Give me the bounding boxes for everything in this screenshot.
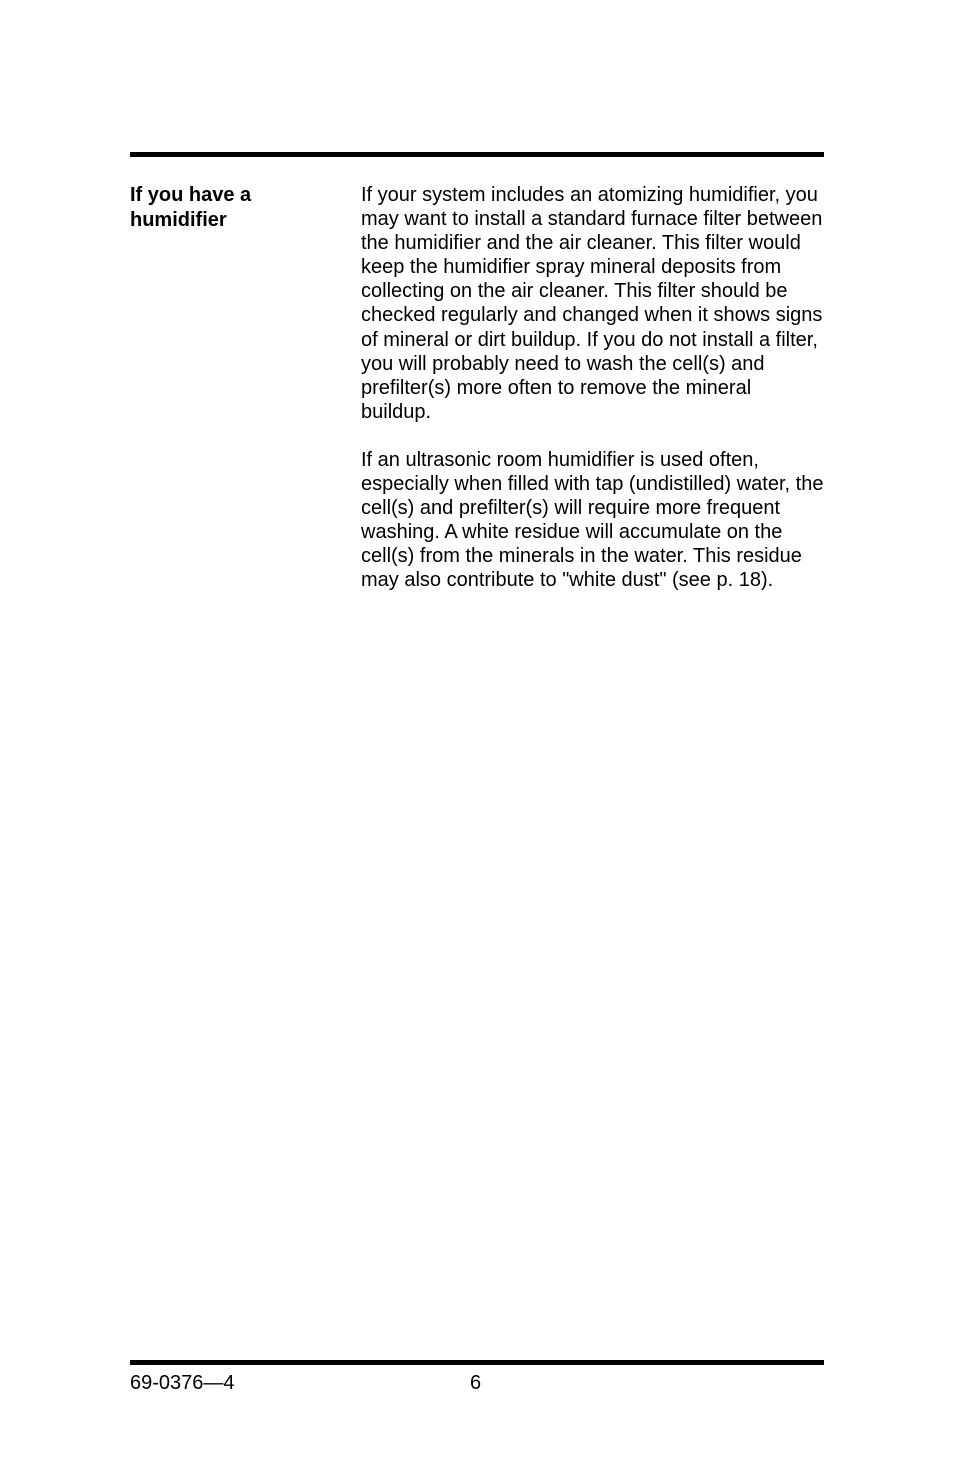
paragraph-atomizing-humidifier: If your system includes an atomizing humidifier, you may want to install a standard furnace filter between the humidifier and the air cleaner. This filter would keep the humidifier spray mineral deposits from collecting on the air cleaner. This filter should be checked regularly and changed when it shows signs of mineral or dirt buildup. If you do not install a filter, you will probably need to wash the cell(s) and prefilter(s) more often to remove the mineral buildup.	[361, 184, 823, 423]
footer-doc-number: 69-0376—4	[130, 1372, 235, 1394]
paragraph-ultrasonic-humidifier: If an ultrasonic room humidifier is used often, especially when filled with tap (undistilled) water, the cell(s) and prefilter(s) will require more frequent washing. A white residue will accumulate on the cell(s) from the minerals in the water. This residue may also contribute to "white dust" (see p. 18).	[361, 448, 824, 592]
section-body	[361, 183, 826, 617]
top-rule	[130, 152, 824, 157]
bottom-rule	[130, 1360, 824, 1365]
footer-page-number: 6	[470, 1372, 482, 1394]
section-heading: If you have a humidifier	[130, 184, 252, 231]
